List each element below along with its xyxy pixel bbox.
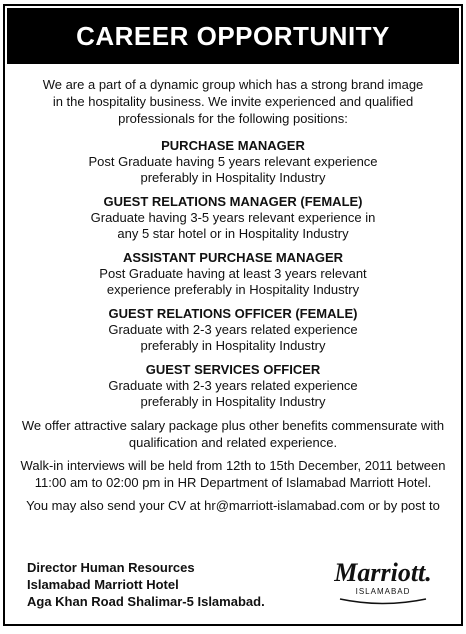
position-requirement: preferably in Hospitality Industry [140,338,326,353]
cv-paragraph [15,497,451,514]
position-guest-relations-manager [5,193,461,242]
position-requirement: preferably in Hospitality Industry [140,394,326,409]
offer-paragraph [15,417,451,451]
position-assistant-purchase-manager [5,249,461,298]
offer-line: We offer attractive salary package plus other benefits commensurate with [21,418,445,433]
position-purchase-manager [5,137,461,186]
position-requirement: Graduate with 2-3 years related experience [108,378,358,393]
walkin-line: 11:00 am to 02:00 pm in HR Department of Islamabad Marriott Hotel. [34,475,432,490]
position-title: GUEST RELATIONS MANAGER (FEMALE) [103,194,363,209]
position-requirement: Graduate with 2-3 years related experience [108,322,358,337]
address-line: Director Human Resources [27,560,195,575]
position-title: GUEST RELATIONS OFFICER (FEMALE) [108,306,358,321]
intro-line: professionals for the following positions: [118,111,348,126]
position-requirement: Post Graduate having at least 3 years relevant [99,266,367,281]
offer-line: qualification and related experience. [128,435,338,450]
intro-line: We are a part of a dynamic group which has a strong brand image [42,77,424,92]
logo-brand: Marriott. [334,558,432,587]
position-requirement: any 5 star hotel or in Hospitality Industry [117,226,349,241]
position-requirement: preferably in Hospitality Industry [140,170,326,185]
position-title: GUEST SERVICES OFFICER [145,362,321,377]
logo-city: ISLAMABAD [355,587,411,596]
position-requirement: Post Graduate having 5 years relevant experience [88,154,378,169]
job-advertisement [3,4,463,626]
footer [27,559,443,610]
cv-line: You may also send your CV at hr@marriott-islamabad.com or by post to [26,498,440,513]
logo-swoosh-icon [338,596,428,606]
address-line: Islamabad Marriott Hotel [27,577,179,592]
positions-list [5,137,461,410]
position-title: PURCHASE MANAGER [161,138,305,153]
walkin-paragraph [15,457,451,491]
header-banner [7,8,459,64]
position-requirement: Graduate having 3-5 years relevant experience in [90,210,376,225]
position-guest-services-officer [5,361,461,410]
marriott-logo [323,559,443,606]
intro-line: in the hospitality business. We invite experienced and qualified [52,94,414,109]
position-requirement: experience preferably in Hospitality Industry [106,282,360,297]
position-guest-relations-officer [5,305,461,354]
postal-address [27,559,265,610]
walkin-line: Walk-in interviews will be held from 12th to 15th December, 2011 between [20,458,446,473]
position-title: ASSISTANT PURCHASE MANAGER [122,250,344,265]
address-line: Aga Khan Road Shalimar-5 Islamabad. [27,594,265,609]
page-title: CAREER OPPORTUNITY [76,20,390,51]
intro-paragraph [23,76,443,127]
